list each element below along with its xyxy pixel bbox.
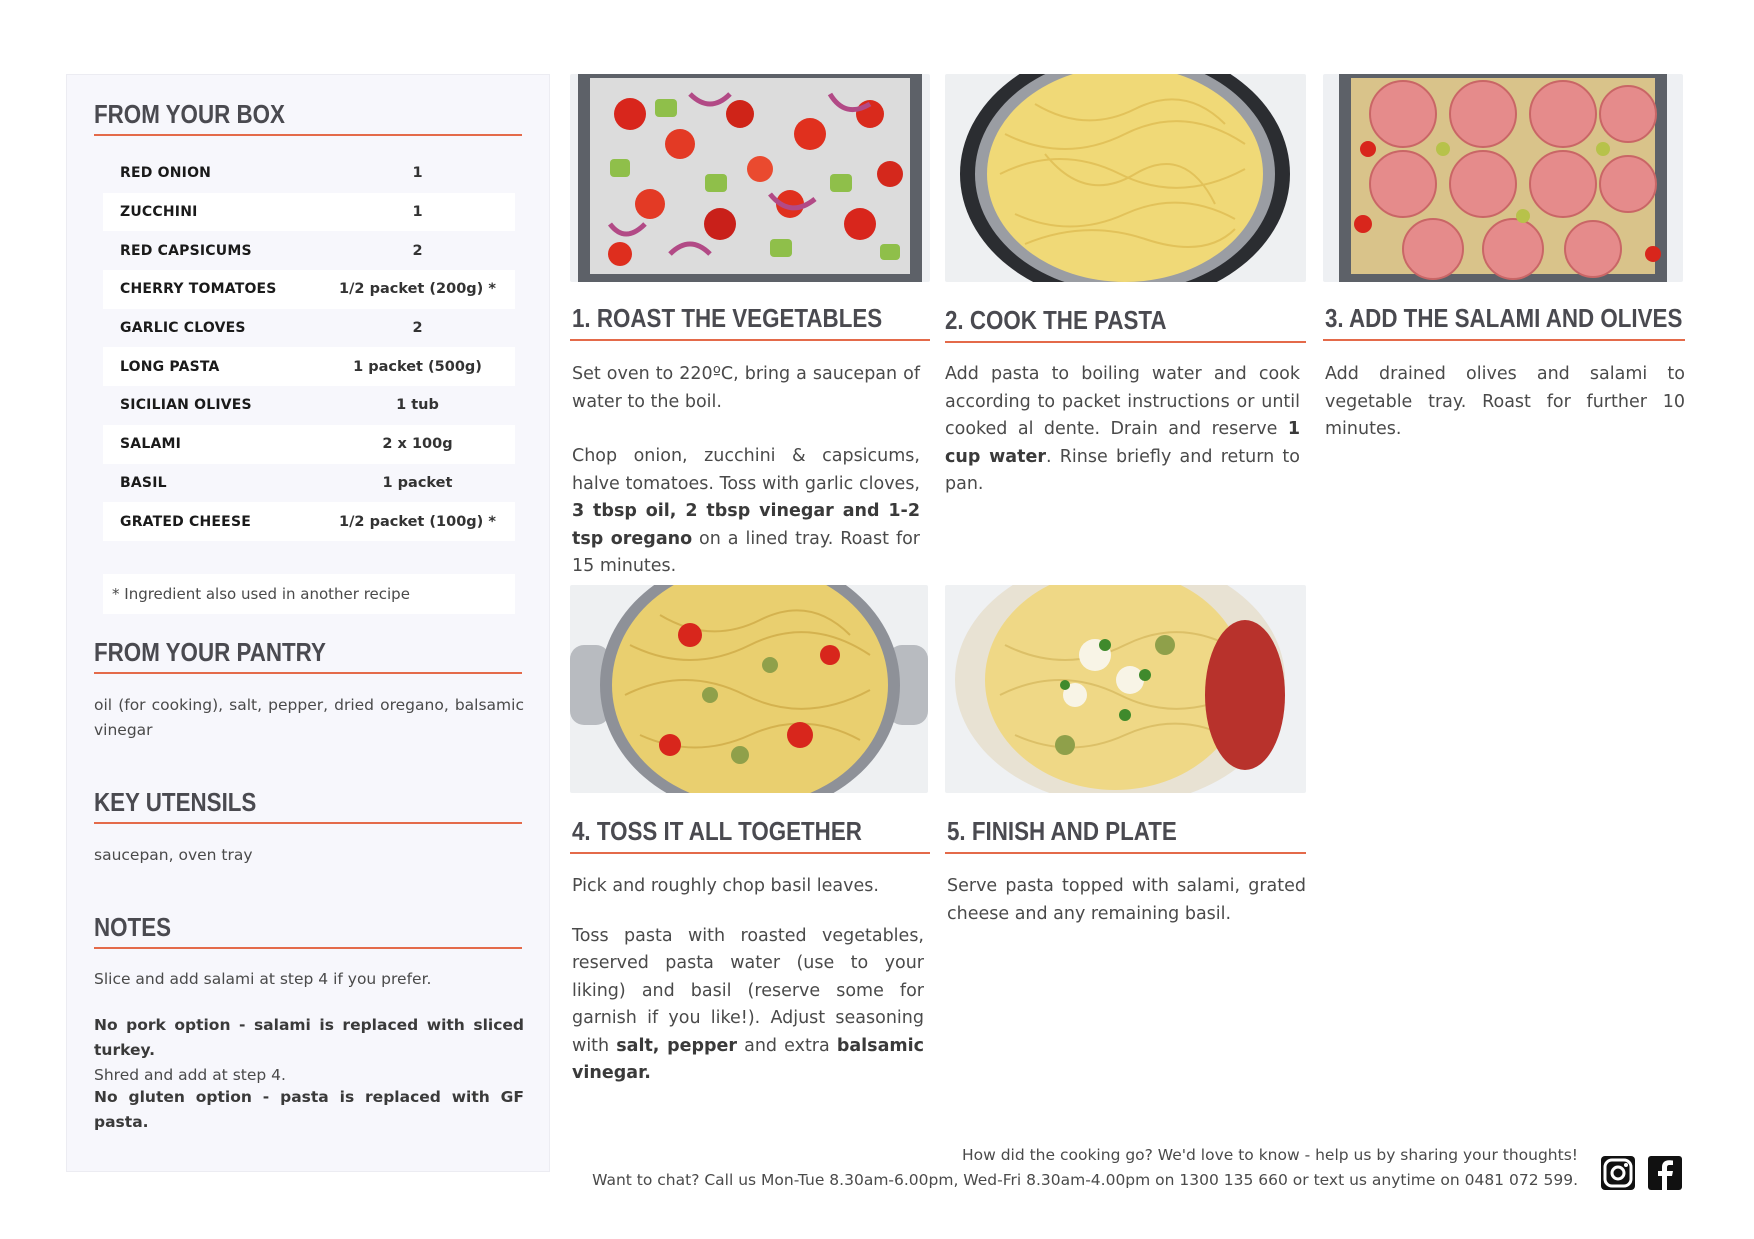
ingredients-table (103, 154, 515, 541)
step-rule (570, 339, 930, 341)
note-3 (94, 1085, 524, 1135)
ingredient-name: RED CAPSICUMS (120, 242, 252, 259)
ingredient-row (103, 502, 515, 541)
note-2 (94, 1013, 524, 1088)
step-1-bold-run: 3 tbsp oil, 2 tbsp vinegar and 1-2 tsp oregano (572, 501, 920, 549)
heading-rule (94, 822, 522, 824)
step-2-bold-run: 1 cup water (945, 419, 1300, 467)
step-2-text (945, 361, 1300, 526)
pantry-text: oil (for cooking), salt, pepper, dried oregano, balsamic vinegar (94, 696, 524, 739)
ingredient-row (103, 270, 515, 309)
step-1-text (572, 361, 920, 608)
step-rule (945, 341, 1306, 343)
step-4-bold-run: salt, pepper (616, 1035, 738, 1056)
step-4-photo (570, 585, 928, 793)
ingredient-qty: 1 (412, 165, 423, 182)
note-2-rest: Shred and add at step 4. (94, 1066, 286, 1084)
ingredient-qty: 2 (412, 242, 423, 259)
ingredient-row (103, 193, 515, 232)
ingredient-row (103, 309, 515, 348)
ingredients-sidebar (66, 74, 550, 1172)
step-5-photo (945, 585, 1306, 793)
ingredient-qty: 1 (412, 204, 423, 221)
step-4-bold-run: balsamic vinegar. (572, 1035, 924, 1083)
ingredient-qty: 1 packet (500g) (353, 358, 482, 375)
step-2-photo (945, 74, 1306, 282)
footer-contact: Want to chat? Call us Mon-Tue 8.30am-6.00pm, Wed-Fri 8.30am-4.00pm on 1300 135 660 or text us anytime on 0481 072 599. (592, 1171, 1578, 1189)
step-5-para-1: Serve pasta topped with salami, grated cheese and any remaining basil. (947, 876, 1306, 924)
step-1-text-run: Chop onion, zucchini & capsicums, halve tomatoes. Toss with garlic cloves, (572, 446, 920, 494)
ingredient-name: GRATED CHEESE (120, 513, 251, 530)
key-utensils-heading: KEY UTENSILS (94, 787, 257, 817)
heading-rule (94, 672, 522, 674)
ingredient-name: SALAMI (120, 436, 182, 453)
step-1-para-2 (572, 443, 920, 581)
from-your-pantry-heading: FROM YOUR PANTRY (94, 637, 326, 667)
ingredient-name: CHERRY TOMATOES (120, 281, 277, 298)
heading-rule (94, 134, 522, 136)
step-3-photo (1323, 74, 1683, 282)
step-2-title: 2. COOK THE PASTA (945, 305, 1167, 335)
footer-feedback: How did the cooking go? We'd love to know - help us by sharing your thoughts! (961, 1146, 1578, 1164)
ingredient-footnote: * Ingredient also used in another recipe (103, 574, 515, 614)
facebook-icon[interactable] (1647, 1155, 1683, 1191)
ingredient-row (103, 347, 515, 386)
step-4-para-1: Pick and roughly chop basil leaves. (572, 876, 879, 896)
step-rule (945, 852, 1306, 854)
step-3-para-1: Add drained olives and salami to vegetable tray. Roast for further 10 minutes. (1325, 364, 1685, 439)
ingredient-qty: 2 x 100g (382, 436, 453, 453)
ingredient-row (103, 154, 515, 193)
step-2-text-run: Add pasta to boiling water and cook according to packet instructions or until cooked al dente. Drain and reserve (945, 364, 1300, 439)
step-4-text-run: and extra (737, 1035, 837, 1056)
step-2-text-run: . Rinse briefly and return to pan. (945, 446, 1300, 494)
ingredient-row (103, 425, 515, 464)
step-5-title: 5. FINISH AND PLATE (947, 816, 1177, 846)
ingredient-qty: 2 (412, 320, 423, 337)
heading-rule (94, 947, 522, 949)
ingredient-qty: 1 tub (396, 397, 439, 414)
notes-heading: NOTES (94, 912, 172, 942)
step-3-text (1325, 361, 1685, 471)
ingredient-name: LONG PASTA (120, 358, 220, 375)
step-1-photo (570, 74, 930, 282)
ingredient-row (103, 231, 515, 270)
ingredient-name: GARLIC CLOVES (120, 320, 246, 337)
from-your-box-heading: FROM YOUR BOX (94, 99, 285, 129)
step-2-para-1 (945, 361, 1300, 499)
step-4-title: 4. TOSS IT ALL TOGETHER (572, 816, 862, 846)
ingredient-qty: 1/2 packet (200g) * (339, 281, 496, 298)
ingredient-qty: 1 packet (382, 474, 453, 491)
note-1: Slice and add salami at step 4 if you prefer. (94, 970, 432, 988)
instagram-icon[interactable] (1600, 1155, 1636, 1191)
step-5-text (947, 873, 1306, 955)
note-2-bold: No pork option - salami is replaced with sliced turkey. (94, 1016, 524, 1059)
ingredient-qty: 1/2 packet (100g) * (339, 513, 496, 530)
ingredient-name: RED ONION (120, 165, 212, 182)
ingredient-name: SICILIAN OLIVES (120, 397, 252, 414)
step-rule (570, 852, 930, 854)
ingredient-row (103, 464, 515, 503)
note-3-bold: No gluten option - pasta is replaced with GF pasta. (94, 1088, 524, 1131)
step-rule (1323, 339, 1685, 341)
step-4-text (572, 873, 924, 1115)
step-4-para-2 (572, 923, 924, 1088)
ingredient-name: ZUCCHINI (120, 204, 198, 221)
ingredient-row (103, 386, 515, 425)
step-3-title: 3. ADD THE SALAMI AND OLIVES (1325, 303, 1683, 333)
step-4-text-run: Toss pasta with roasted vegetables, reserved pasta water (use to your liking) and basil (reserve some for garnish if you like!). Adjust seasoning with (572, 925, 924, 1056)
step-1-text-run: on a lined tray. Roast for 15 minutes. (572, 528, 921, 576)
utensils-text: saucepan, oven tray (94, 846, 253, 864)
step-1-para-1: Set oven to 220ºC, bring a saucepan of water to the boil. (572, 364, 920, 412)
ingredient-name: BASIL (120, 474, 167, 491)
step-1-title: 1. ROAST THE VEGETABLES (572, 303, 883, 333)
